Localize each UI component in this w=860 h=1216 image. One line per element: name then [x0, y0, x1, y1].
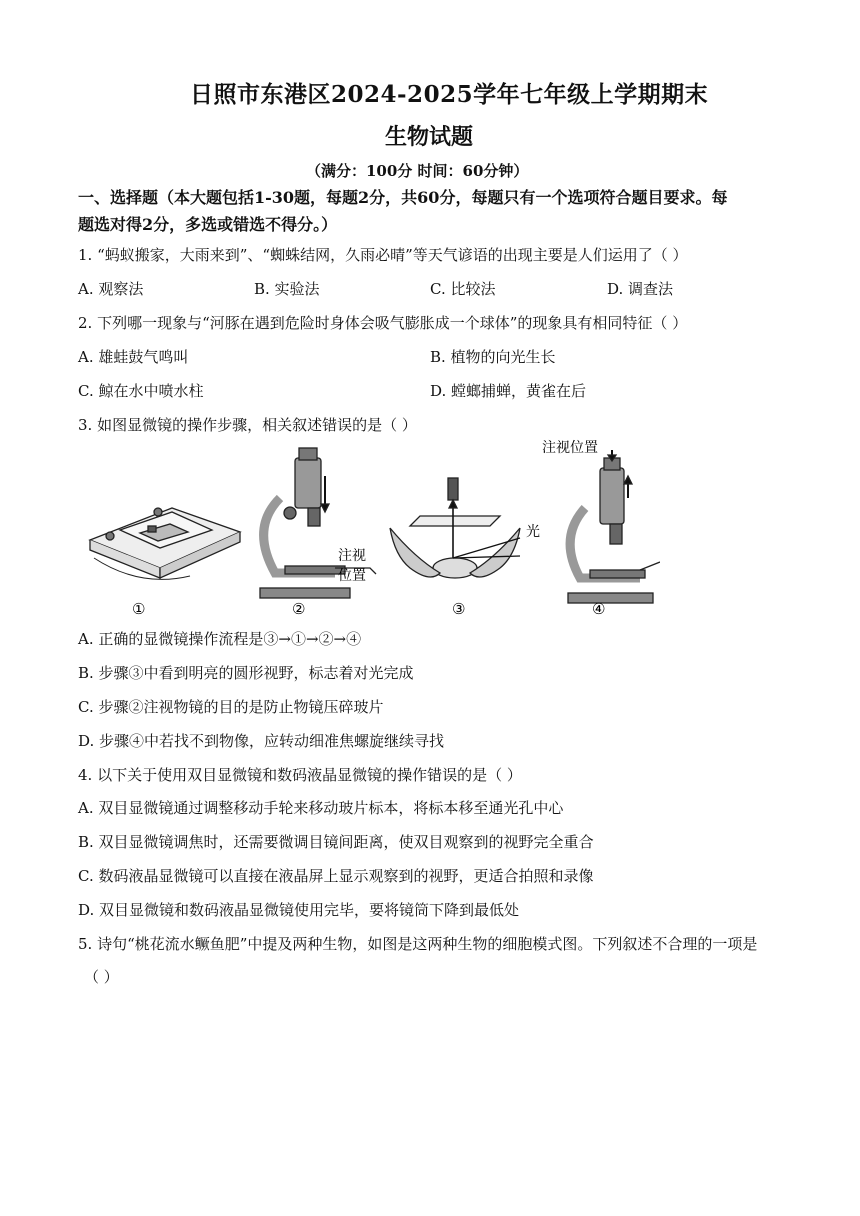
page-title: 日照市东港区2024-2025学年七年级上学期期末 — [190, 81, 709, 108]
figure-annotation-focus-position-top: 注视位置 — [542, 440, 598, 456]
q1-option-c: C. 比较法 — [430, 280, 496, 298]
figure-label-step4: ④ — [592, 600, 606, 618]
q1-option-a: A. 观察法 — [78, 280, 144, 298]
question-3-stem: 3. 如图显微镜的操作步骤，相关叙述错误的是（ ） — [78, 416, 417, 434]
step3-hands-illustration — [390, 478, 520, 578]
question-5-stem: 5. 诗句“桃花流水鳜鱼肥”中提及两种生物，如图是这两种生物的细胞模式图。下列叙述不合理的一项是 — [78, 935, 758, 953]
q3-option-c: C. 步骤②注视物镜的目的是防止物镜压碎玻片 — [78, 698, 384, 716]
question-5-stem-continued: （ ） — [84, 968, 119, 986]
question-2-stem: 2. 下列哪一现象与“河豚在遇到危险时身体会吸气膨胀成一个球体”的现象具有相同特征（ ） — [78, 314, 688, 332]
q4-option-a: A. 双目显微镜通过调整移动手轮来移动玻片标本，将标本移至通光孔中心 — [78, 799, 564, 817]
section-heading-line2: 题选对得2分，多选或错选不得分。） — [78, 215, 338, 234]
q4-option-b: B. 双目显微镜调焦时，还需要微调目镜间距离，使双目观察到的视野完全重合 — [78, 833, 594, 851]
question-4-stem: 4. 以下关于使用双目显微镜和数码液晶显微镜的操作错误的是（ ） — [78, 766, 522, 784]
figure-annotation-position: 位置 — [338, 568, 366, 584]
figure-label-step1: ① — [132, 600, 146, 618]
q2-option-d: D. 螳螂捕蝉，黄雀在后 — [430, 382, 587, 400]
q3-option-a: A. 正确的显微镜操作流程是③→①→②→④ — [78, 630, 362, 648]
figure-label-step3: ③ — [452, 600, 466, 618]
page-subtitle: 生物试题 — [385, 124, 474, 150]
figure-annotation-focus: 注视 — [338, 548, 366, 564]
microscope-steps-figure — [80, 438, 660, 622]
q3-option-d: D. 步骤④中若找不到物像，应转动细准焦螺旋继续寻找 — [78, 732, 445, 750]
step1-stage-illustration — [90, 508, 240, 579]
step4-microscope-illustration — [568, 450, 660, 603]
figure-annotation-light: 光 — [526, 524, 540, 540]
q2-option-a: A. 雄蛙鼓气鸣叫 — [78, 348, 189, 366]
q2-option-c: C. 鲸在水中喷水柱 — [78, 382, 204, 400]
section-heading-line1: 一、选择题（本大题包括1-30题，每题2分，共60分，每题只有一个选项符合题目要求。每 — [78, 188, 728, 207]
q4-option-c: C. 数码液晶显微镜可以直接在液晶屏上显示观察到的视野，更适合拍照和录像 — [78, 867, 594, 885]
q3-option-b: B. 步骤③中看到明亮的圆形视野，标志着对光完成 — [78, 664, 414, 682]
exam-meta: （满分：100分 时间：60分钟） — [306, 162, 529, 180]
q1-option-b: B. 实验法 — [254, 280, 320, 298]
q2-option-b: B. 植物的向光生长 — [430, 348, 556, 366]
figure-label-step2: ② — [292, 600, 306, 618]
q1-option-d: D. 调查法 — [607, 280, 674, 298]
q4-option-d: D. 双目显微镜和数码液晶显微镜使用完毕，要将镜筒下降到最低处 — [78, 901, 520, 919]
question-1-stem: 1. “蚂蚁搬家，大雨来到”、“蜘蛛结网，久雨必晴”等天气谚语的出现主要是人们运用了（ ） — [78, 246, 688, 264]
